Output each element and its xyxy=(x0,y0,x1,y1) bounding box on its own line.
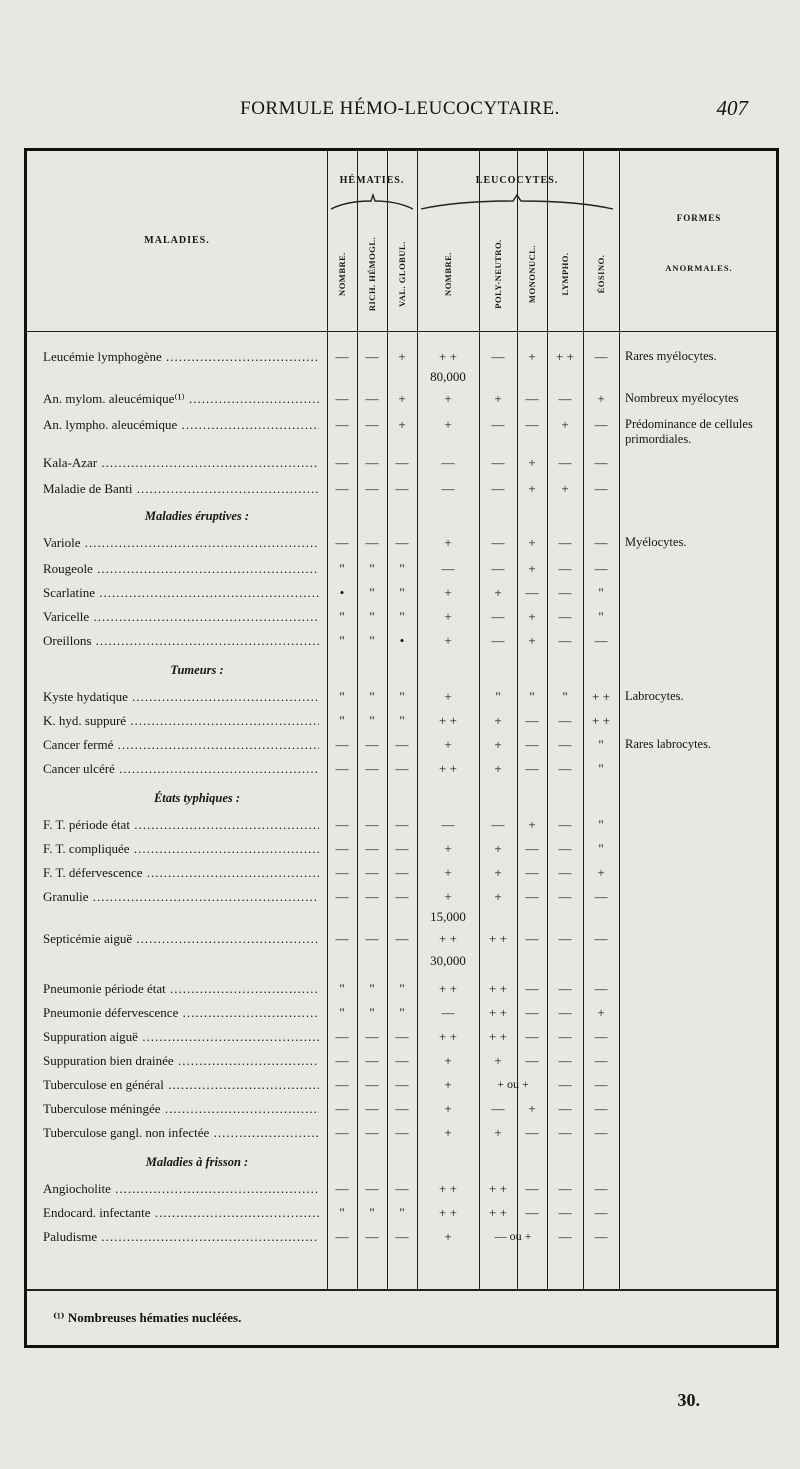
value-cell: — xyxy=(395,737,409,752)
value-cell: + xyxy=(444,633,452,648)
value-cell: — xyxy=(558,889,572,904)
value-cell: " xyxy=(529,689,535,704)
value-cell: — xyxy=(335,1053,349,1068)
value-cell: " xyxy=(598,609,604,624)
column-rule xyxy=(619,151,620,1289)
disease-name: F. T. défervescence ..... xyxy=(43,865,319,881)
section-heading: Tumeurs : xyxy=(170,663,224,677)
disease-name: Variole ..... xyxy=(43,535,319,551)
value-cell: — xyxy=(525,585,539,600)
value-cell: — xyxy=(558,1101,572,1116)
value-cell: — xyxy=(594,481,608,496)
value-cell: + xyxy=(398,417,406,432)
disease-name: Kyste hydatique ..... xyxy=(43,689,319,705)
value-cell: — xyxy=(594,1229,608,1244)
value-cell: — xyxy=(558,535,572,550)
value-cell: — xyxy=(491,535,505,550)
value-cell: — xyxy=(335,1229,349,1244)
value-cell: + xyxy=(494,1053,502,1068)
value-cell: — xyxy=(365,1077,379,1092)
value-cell: — xyxy=(525,417,539,432)
value-cell: — xyxy=(395,1053,409,1068)
value-cell: + xyxy=(444,417,452,432)
value-cell: + xyxy=(528,817,536,832)
value-cell: — xyxy=(525,391,539,406)
value-cell: — xyxy=(335,931,349,946)
value-cell: — xyxy=(335,417,349,432)
forme-anormale: Labrocytes. xyxy=(625,689,684,703)
disease-name: F. T. compliquée ..... xyxy=(43,841,319,857)
disease-name: Tuberculose en général ..... xyxy=(43,1077,319,1093)
value-cell: — xyxy=(594,1077,608,1092)
value-cell: — xyxy=(525,1181,539,1196)
value-cell: — xyxy=(335,455,349,470)
value-cell: — xyxy=(525,1029,539,1044)
value-cell: + ou + xyxy=(497,1077,529,1091)
value-cell: — xyxy=(365,841,379,856)
subheader-2: VAL. GLOBUL. xyxy=(397,241,407,307)
value-cell: — xyxy=(594,1053,608,1068)
disease-name: Endocard. infectante ..... xyxy=(43,1205,319,1221)
value-cell: — xyxy=(395,1125,409,1140)
value-cell: — xyxy=(365,481,379,496)
value-cell: " xyxy=(339,689,345,704)
value-cell: — xyxy=(525,1053,539,1068)
subheader-4: POLY-NEUTRO. xyxy=(493,239,503,309)
value-cell: — xyxy=(594,931,608,946)
value-cell: " xyxy=(339,609,345,624)
value-cell: — xyxy=(335,535,349,550)
value-cell: + + xyxy=(592,689,610,704)
value-cell: — xyxy=(335,817,349,832)
value-cell: + + xyxy=(439,1205,457,1220)
forme-anormale: Rares myélocytes. xyxy=(625,349,717,363)
table-bottom-rule xyxy=(27,1289,776,1291)
disease-name: Maladie de Banti ..... xyxy=(43,481,319,497)
value-cell: " xyxy=(598,817,604,832)
value-cell: — xyxy=(395,1077,409,1092)
value-cell: — xyxy=(335,841,349,856)
value-cell: — xyxy=(395,535,409,550)
section-heading: Maladies éruptives : xyxy=(144,509,250,523)
value-cell: + xyxy=(444,1125,452,1140)
value-cell: + xyxy=(444,585,452,600)
value-cell: " xyxy=(369,633,375,648)
value-cell: — xyxy=(335,1125,349,1140)
value-cell: — xyxy=(594,455,608,470)
value-cell: — xyxy=(558,931,572,946)
value-cell: — xyxy=(365,417,379,432)
value-cell: + xyxy=(597,865,605,880)
header-anormales: ANORMALES. xyxy=(665,263,733,273)
value-cell: + + xyxy=(556,349,574,364)
value-cell: + + xyxy=(489,931,507,946)
value-cell: • xyxy=(399,633,405,648)
value-cell: — xyxy=(594,349,608,364)
value-cell: + xyxy=(494,1125,502,1140)
value-cell: " xyxy=(369,1005,375,1020)
disease-name: Angiocholite ..... xyxy=(43,1181,319,1197)
value-cell: — xyxy=(491,481,505,496)
value-cell: — xyxy=(365,931,379,946)
value-cell: — xyxy=(395,889,409,904)
table-frame xyxy=(24,148,779,1348)
value-cell: — xyxy=(594,633,608,648)
value-cell: + xyxy=(494,737,502,752)
value-cell: — xyxy=(365,1125,379,1140)
value-cell: " xyxy=(399,713,405,728)
value-cell: " xyxy=(598,585,604,600)
value-cell: — xyxy=(365,817,379,832)
value-cell: — xyxy=(525,931,539,946)
value-cell: — xyxy=(558,981,572,996)
value-cell: " xyxy=(399,585,405,600)
value-cell: + xyxy=(444,689,452,704)
value-cell: " xyxy=(495,689,501,704)
value-cell: — xyxy=(525,761,539,776)
value-cell: — xyxy=(335,1029,349,1044)
value-cell: + xyxy=(444,841,452,856)
value-cell: + xyxy=(444,737,452,752)
value-cell: " xyxy=(339,633,345,648)
value-cell: + xyxy=(494,889,502,904)
leucocyte-count: 30,000 xyxy=(430,953,466,968)
value-cell: — xyxy=(558,1005,572,1020)
value-cell: + xyxy=(444,1053,452,1068)
value-cell: — xyxy=(335,865,349,880)
value-cell: + xyxy=(528,349,536,364)
value-cell: — xyxy=(365,349,379,364)
value-cell: — xyxy=(491,1101,505,1116)
value-cell: — xyxy=(365,1053,379,1068)
value-cell: " xyxy=(562,689,568,704)
value-cell: — xyxy=(335,391,349,406)
subheader-3: NOMBRE. xyxy=(443,252,453,296)
value-cell: — xyxy=(525,981,539,996)
disease-name: Rougeole ..... xyxy=(43,561,319,577)
section-heading: Maladies à frisson : xyxy=(145,1155,249,1169)
subheader-0: NOMBRE. xyxy=(337,252,347,296)
value-cell: — xyxy=(594,1181,608,1196)
disease-name: Pneumonie défervescence ..... xyxy=(43,1005,319,1021)
value-cell: — xyxy=(558,585,572,600)
header-formes: FORMES xyxy=(676,213,722,223)
value-cell: + xyxy=(597,1005,605,1020)
value-cell: — xyxy=(395,455,409,470)
value-cell: — xyxy=(395,817,409,832)
forme-anormale: Nombreux myélocytes xyxy=(625,391,739,405)
value-cell: — xyxy=(365,1029,379,1044)
value-cell: — xyxy=(558,561,572,576)
value-cell: • xyxy=(339,585,345,600)
value-cell: — xyxy=(365,737,379,752)
value-cell: + xyxy=(528,455,536,470)
value-cell: " xyxy=(399,689,405,704)
value-cell: — xyxy=(365,1101,379,1116)
value-cell: " xyxy=(339,561,345,576)
leucocyte-count: 80,000 xyxy=(430,369,466,384)
value-cell: — xyxy=(441,561,455,576)
value-cell: + xyxy=(444,1101,452,1116)
value-cell: — xyxy=(558,1125,572,1140)
disease-name: K. hyd. suppuré ..... xyxy=(43,713,319,729)
value-cell: — xyxy=(365,889,379,904)
disease-name: Leucémie lymphogène ..... xyxy=(43,349,319,365)
value-cell: — xyxy=(441,455,455,470)
value-cell: + xyxy=(444,391,452,406)
value-cell: " xyxy=(369,689,375,704)
value-cell: — xyxy=(365,1181,379,1196)
value-cell: — xyxy=(365,455,379,470)
value-cell: — xyxy=(594,535,608,550)
value-cell: + + xyxy=(489,1005,507,1020)
disease-name: Septicémie aiguë ..... xyxy=(43,931,319,947)
value-cell: + + xyxy=(489,981,507,996)
value-cell: — xyxy=(558,455,572,470)
value-cell: " xyxy=(598,737,604,752)
value-cell: + xyxy=(494,865,502,880)
value-cell: — xyxy=(525,1005,539,1020)
value-cell: + + xyxy=(592,713,610,728)
value-cell: + xyxy=(561,417,569,432)
value-cell: + xyxy=(494,391,502,406)
value-cell: — xyxy=(558,865,572,880)
header-leucocytes: LEUCOCYTES. xyxy=(475,175,559,186)
value-cell: — xyxy=(335,889,349,904)
value-cell: — xyxy=(525,865,539,880)
value-cell: — xyxy=(594,561,608,576)
value-cell: + xyxy=(398,391,406,406)
value-cell: — xyxy=(594,889,608,904)
value-cell: + + xyxy=(439,981,457,996)
value-cell: — xyxy=(525,1205,539,1220)
value-cell: — xyxy=(491,609,505,624)
value-cell: " xyxy=(369,713,375,728)
value-cell: — xyxy=(395,1101,409,1116)
value-cell: — xyxy=(558,1053,572,1068)
disease-name: Suppuration bien drainée ..... xyxy=(43,1053,319,1069)
value-cell: — xyxy=(335,1181,349,1196)
value-cell: — xyxy=(491,561,505,576)
value-cell: + + xyxy=(489,1029,507,1044)
forme-anormale: Prédominance de cellules primordiales. xyxy=(625,417,753,446)
value-cell: + + xyxy=(439,931,457,946)
section-heading: États typhiques : xyxy=(153,791,241,805)
value-cell: — xyxy=(558,1029,572,1044)
value-cell: " xyxy=(369,609,375,624)
value-cell: + xyxy=(528,609,536,624)
value-cell: — xyxy=(365,535,379,550)
value-cell: — ou + xyxy=(494,1229,532,1243)
value-cell: + xyxy=(597,391,605,406)
value-cell: + + xyxy=(439,1181,457,1196)
hematies-brace xyxy=(327,193,417,215)
value-cell: + + xyxy=(439,1029,457,1044)
value-cell: — xyxy=(395,1229,409,1244)
value-cell: " xyxy=(399,1205,405,1220)
value-cell: — xyxy=(525,713,539,728)
forme-anormale: Rares labrocytes. xyxy=(625,737,712,751)
value-cell: — xyxy=(558,841,572,856)
value-cell: + xyxy=(528,481,536,496)
value-cell: — xyxy=(594,417,608,432)
value-cell: — xyxy=(335,737,349,752)
value-cell: — xyxy=(491,455,505,470)
value-cell: — xyxy=(365,1229,379,1244)
value-cell: + + xyxy=(489,1181,507,1196)
disease-name: Oreillons ..... xyxy=(43,633,319,649)
value-cell: + xyxy=(561,481,569,496)
value-cell: — xyxy=(441,1005,455,1020)
value-cell: — xyxy=(558,761,572,776)
value-cell: — xyxy=(395,1029,409,1044)
value-cell: + + xyxy=(439,713,457,728)
disease-name: Cancer fermé ..... xyxy=(43,737,319,753)
value-cell: " xyxy=(399,1005,405,1020)
running-title: FORMULE HÉMO-LEUCOCYTAIRE. xyxy=(240,98,560,119)
value-cell: " xyxy=(598,761,604,776)
value-cell: — xyxy=(594,1205,608,1220)
value-cell: — xyxy=(558,713,572,728)
value-cell: " xyxy=(369,561,375,576)
footnote: ⁽¹⁾ Nombreuses hématies nucléées. xyxy=(53,1310,242,1325)
value-cell: — xyxy=(525,841,539,856)
subheader-1: RICH. HÉMOGL. xyxy=(367,236,377,312)
value-cell: + xyxy=(494,585,502,600)
value-cell: — xyxy=(335,481,349,496)
value-cell: — xyxy=(491,817,505,832)
value-cell: " xyxy=(369,981,375,996)
value-cell: — xyxy=(525,889,539,904)
value-cell: + xyxy=(444,1077,452,1092)
disease-name: An. mylom. aleucémique⁽¹⁾ ..... xyxy=(43,391,319,407)
value-cell: + xyxy=(528,535,536,550)
value-cell: " xyxy=(369,1205,375,1220)
value-cell: " xyxy=(399,981,405,996)
value-cell: " xyxy=(399,609,405,624)
value-cell: — xyxy=(558,609,572,624)
value-cell: — xyxy=(395,931,409,946)
value-cell: — xyxy=(594,1101,608,1116)
value-cell: — xyxy=(558,1077,572,1092)
value-cell: — xyxy=(594,981,608,996)
disease-name: Scarlatine ..... xyxy=(43,585,319,601)
value-cell: — xyxy=(558,1181,572,1196)
value-cell: — xyxy=(558,737,572,752)
value-cell: — xyxy=(335,349,349,364)
value-cell: + xyxy=(444,1229,452,1244)
disease-name: Tuberculose méningée ..... xyxy=(43,1101,319,1117)
value-cell: — xyxy=(335,1101,349,1116)
value-cell: — xyxy=(365,761,379,776)
value-cell: — xyxy=(441,817,455,832)
value-cell: — xyxy=(558,1205,572,1220)
value-cell: + xyxy=(444,609,452,624)
value-cell: + xyxy=(444,865,452,880)
value-cell: — xyxy=(594,1029,608,1044)
value-cell: — xyxy=(558,391,572,406)
value-cell: — xyxy=(594,1125,608,1140)
value-cell: — xyxy=(491,417,505,432)
header-hematies: HÉMATIES. xyxy=(339,175,405,186)
forme-anormale: Myélocytes. xyxy=(625,535,687,549)
value-cell: " xyxy=(339,1205,345,1220)
value-cell: " xyxy=(598,841,604,856)
value-cell: — xyxy=(395,1181,409,1196)
disease-name: Pneumonie période état ..... xyxy=(43,981,319,997)
value-cell: — xyxy=(395,865,409,880)
value-cell: + xyxy=(444,535,452,550)
disease-name: Suppuration aiguë ..... xyxy=(43,1029,319,1045)
disease-name: Varicelle ..... xyxy=(43,609,319,625)
value-cell: — xyxy=(491,349,505,364)
subheader-6: LYMPHO. xyxy=(560,252,570,296)
value-cell: + xyxy=(528,1101,536,1116)
value-cell: " xyxy=(339,713,345,728)
value-cell: + + xyxy=(439,349,457,364)
value-cell: — xyxy=(558,633,572,648)
value-cell: " xyxy=(399,561,405,576)
disease-name: Paludisme ..... xyxy=(43,1229,319,1245)
subheader-7: ÉOSINO. xyxy=(596,254,606,294)
value-cell: " xyxy=(339,981,345,996)
signature-mark: 30. xyxy=(677,1390,700,1410)
value-cell: — xyxy=(525,1125,539,1140)
value-cell: + xyxy=(398,349,406,364)
value-cell: + xyxy=(494,841,502,856)
value-cell: — xyxy=(365,865,379,880)
value-cell: + + xyxy=(439,761,457,776)
value-cell: — xyxy=(441,481,455,496)
value-cell: + + xyxy=(489,1205,507,1220)
disease-name: F. T. période état ..... xyxy=(43,817,319,833)
value-cell: + xyxy=(444,889,452,904)
disease-name: Tuberculose gangl. non infectée ..... xyxy=(43,1125,319,1141)
header-maladies: MALADIES. xyxy=(144,235,210,246)
disease-name: Granulie ..... xyxy=(43,889,319,905)
value-cell: — xyxy=(335,1077,349,1092)
header-rule xyxy=(27,331,776,332)
value-cell: + xyxy=(494,713,502,728)
leucocyte-count: 15,000 xyxy=(430,909,466,924)
value-cell: " xyxy=(339,1005,345,1020)
value-cell: — xyxy=(558,817,572,832)
value-cell: " xyxy=(369,585,375,600)
value-cell: — xyxy=(395,841,409,856)
disease-name: Cancer ulcéré ..... xyxy=(43,761,319,777)
value-cell: + xyxy=(528,633,536,648)
disease-name: Kala-Azar ..... xyxy=(43,455,319,471)
disease-name: An. lympho. aleucémique ..... xyxy=(43,417,319,433)
value-cell: — xyxy=(395,481,409,496)
value-cell: — xyxy=(525,737,539,752)
value-cell: + xyxy=(528,561,536,576)
value-cell: — xyxy=(558,1229,572,1244)
subheader-5: MONONUCL. xyxy=(527,244,537,304)
value-cell: — xyxy=(365,391,379,406)
page-number: 407 xyxy=(716,96,748,120)
value-cell: — xyxy=(335,761,349,776)
value-cell: — xyxy=(395,761,409,776)
value-cell: — xyxy=(491,633,505,648)
value-cell: + xyxy=(494,761,502,776)
